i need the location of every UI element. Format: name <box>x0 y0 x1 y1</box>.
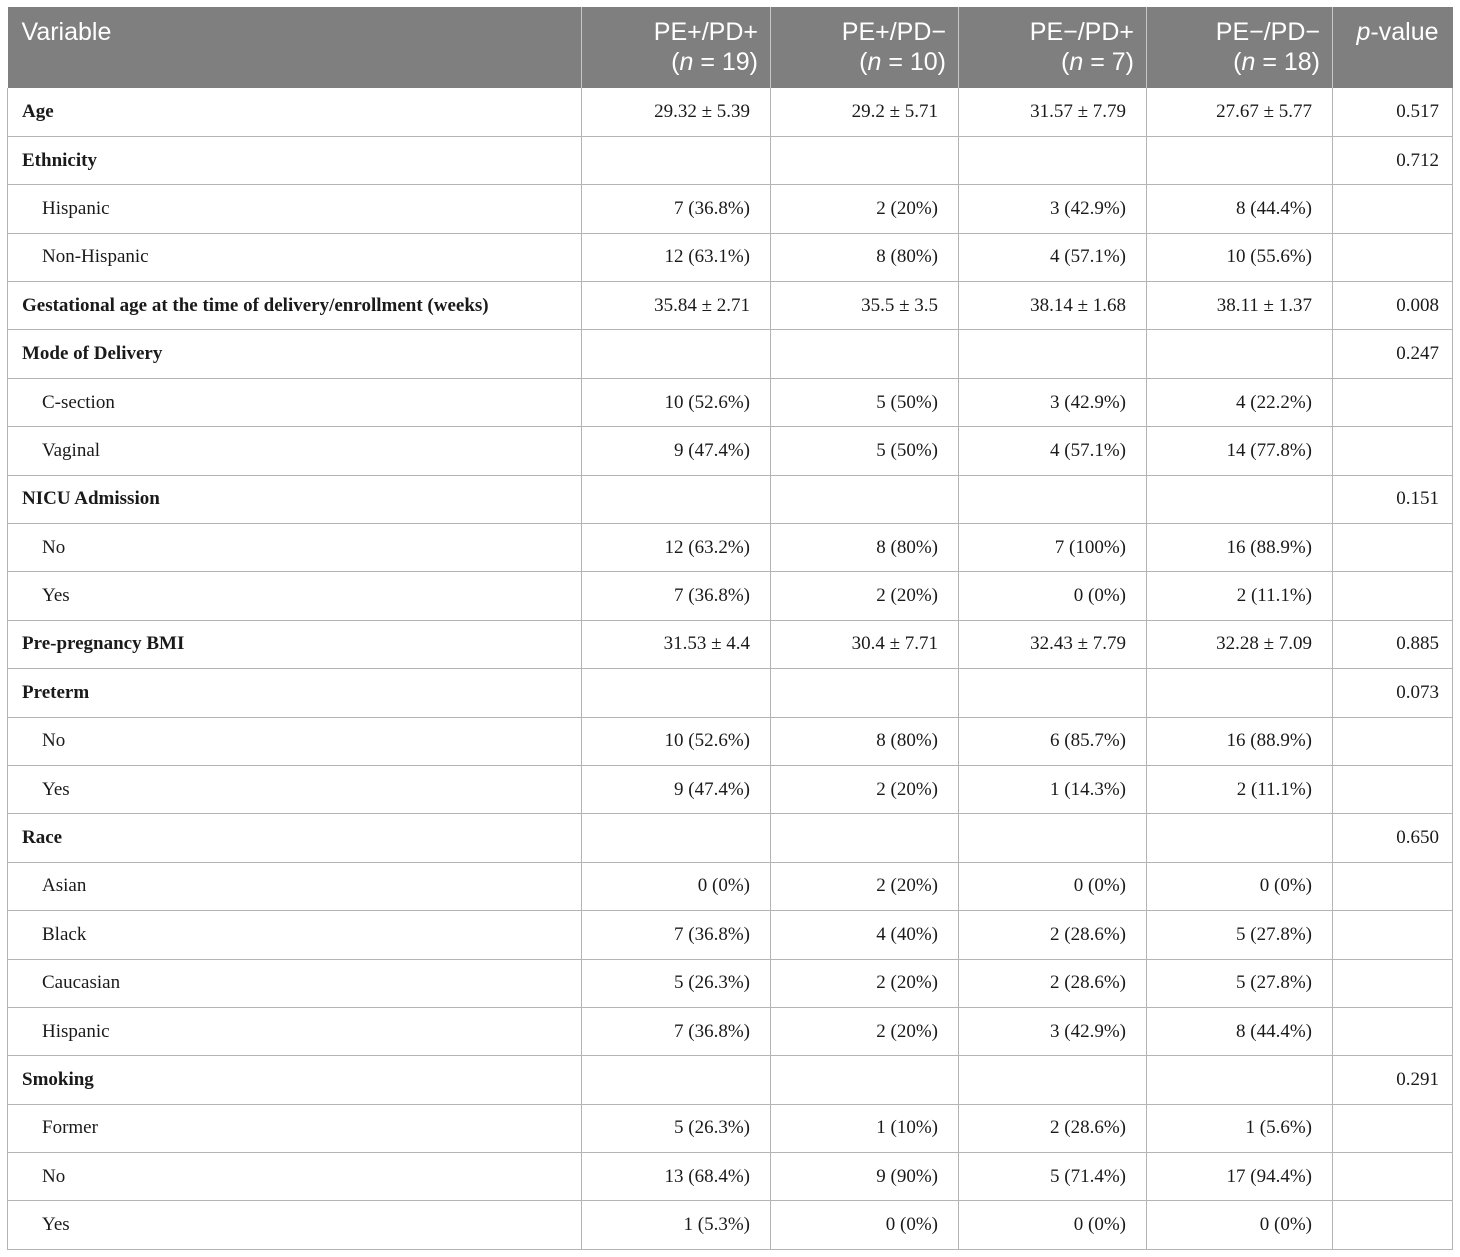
cell-group-3 <box>959 136 1147 184</box>
header-variable <box>8 7 582 88</box>
row-label: Pre-pregnancy BMI <box>8 620 582 668</box>
table-row-category <box>8 572 1453 620</box>
cell-group-4: 17 (94.4%) <box>1147 1153 1333 1201</box>
table-row-category <box>8 1153 1453 1201</box>
header-group-4-n: (n = 18) <box>1233 48 1320 76</box>
cell-group-4: 1 (5.6%) <box>1147 1104 1333 1152</box>
row-label: Asian <box>8 862 582 910</box>
cell-group-2: 2 (20%) <box>771 572 959 620</box>
cell-group-3: 4 (57.1%) <box>959 233 1147 281</box>
cell-group-1: 12 (63.1%) <box>582 233 771 281</box>
cell-pvalue: 0.008 <box>1333 282 1453 330</box>
cell-pvalue <box>1333 862 1453 910</box>
cell-pvalue: 0.151 <box>1333 475 1453 523</box>
cell-group-3: 0 (0%) <box>959 572 1147 620</box>
row-label: Yes <box>8 572 582 620</box>
cell-pvalue: 0.073 <box>1333 669 1453 717</box>
table-row-variable <box>8 282 1453 330</box>
header-group-1-n: (n = 19) <box>671 48 758 76</box>
header-group-3-label: PE−/PD+ <box>1029 18 1134 46</box>
header-group-1 <box>582 7 771 88</box>
table-row-variable <box>8 620 1453 668</box>
cell-group-4: 5 (27.8%) <box>1147 911 1333 959</box>
header-group-3-n: (n = 7) <box>1061 48 1134 76</box>
cell-group-4: 16 (88.9%) <box>1147 524 1333 572</box>
cell-group-1 <box>582 1056 771 1104</box>
cell-group-1: 5 (26.3%) <box>582 1104 771 1152</box>
cell-group-3 <box>959 475 1147 523</box>
row-label: Hispanic <box>8 1007 582 1055</box>
cell-pvalue <box>1333 1007 1453 1055</box>
cell-group-2: 30.4 ± 7.71 <box>771 620 959 668</box>
cell-group-1: 29.32 ± 5.39 <box>582 88 771 136</box>
row-label: Race <box>8 814 582 862</box>
cell-group-3: 32.43 ± 7.79 <box>959 620 1147 668</box>
cell-group-4: 10 (55.6%) <box>1147 233 1333 281</box>
row-label: Mode of Delivery <box>8 330 582 378</box>
table-row-variable <box>8 1056 1453 1104</box>
cell-group-3: 3 (42.9%) <box>959 1007 1147 1055</box>
cell-group-4 <box>1147 814 1333 862</box>
cell-group-1 <box>582 475 771 523</box>
cell-group-1: 13 (68.4%) <box>582 1153 771 1201</box>
header-pvalue: p-value <box>1333 7 1453 88</box>
cell-group-2: 8 (80%) <box>771 717 959 765</box>
cell-group-3: 38.14 ± 1.68 <box>959 282 1147 330</box>
header-group-1-label: PE+/PD+ <box>653 18 758 46</box>
cell-pvalue: 0.885 <box>1333 620 1453 668</box>
cell-group-1 <box>582 814 771 862</box>
row-label: Former <box>8 1104 582 1152</box>
header-row <box>8 7 1453 88</box>
table-row-category <box>8 1007 1453 1055</box>
cell-group-3: 0 (0%) <box>959 1201 1147 1249</box>
cell-group-2 <box>771 136 959 184</box>
row-label: Black <box>8 911 582 959</box>
header-group-2-n: (n = 10) <box>859 48 946 76</box>
cell-group-3: 7 (100%) <box>959 524 1147 572</box>
cell-group-1: 0 (0%) <box>582 862 771 910</box>
table-row-variable <box>8 88 1453 136</box>
cell-group-3: 5 (71.4%) <box>959 1153 1147 1201</box>
cell-pvalue: 0.291 <box>1333 1056 1453 1104</box>
cell-group-1: 35.84 ± 2.71 <box>582 282 771 330</box>
cell-group-4: 14 (77.8%) <box>1147 427 1333 475</box>
cell-group-4: 16 (88.9%) <box>1147 717 1333 765</box>
cell-group-2 <box>771 475 959 523</box>
cell-group-1 <box>582 669 771 717</box>
cell-group-3 <box>959 1056 1147 1104</box>
cell-group-4: 8 (44.4%) <box>1147 1007 1333 1055</box>
cell-group-2 <box>771 669 959 717</box>
cell-pvalue <box>1333 717 1453 765</box>
cell-pvalue <box>1333 185 1453 233</box>
cell-group-3: 2 (28.6%) <box>959 959 1147 1007</box>
table-body <box>8 88 1453 1249</box>
cell-group-4 <box>1147 475 1333 523</box>
cell-group-1: 1 (5.3%) <box>582 1201 771 1249</box>
cell-group-3 <box>959 669 1147 717</box>
cell-group-3 <box>959 814 1147 862</box>
table-row-variable <box>8 475 1453 523</box>
header-group-2 <box>771 7 959 88</box>
cell-group-1: 7 (36.8%) <box>582 185 771 233</box>
cell-group-2: 0 (0%) <box>771 1201 959 1249</box>
header-variable-label: Variable <box>21 18 112 46</box>
cell-group-2 <box>771 814 959 862</box>
cell-pvalue <box>1333 233 1453 281</box>
cell-pvalue: 0.247 <box>1333 330 1453 378</box>
row-label: Yes <box>8 1201 582 1249</box>
row-label: Ethnicity <box>8 136 582 184</box>
table-row-variable <box>8 136 1453 184</box>
cell-group-1: 12 (63.2%) <box>582 524 771 572</box>
cell-pvalue: 0.650 <box>1333 814 1453 862</box>
row-label: Smoking <box>8 1056 582 1104</box>
cell-group-3: 6 (85.7%) <box>959 717 1147 765</box>
cell-group-2: 29.2 ± 5.71 <box>771 88 959 136</box>
table-row-category <box>8 1201 1453 1249</box>
cell-pvalue <box>1333 1104 1453 1152</box>
cell-group-4 <box>1147 330 1333 378</box>
cell-group-4: 4 (22.2%) <box>1147 378 1333 426</box>
cell-group-2: 5 (50%) <box>771 378 959 426</box>
row-label: No <box>8 1153 582 1201</box>
cell-pvalue: 0.517 <box>1333 88 1453 136</box>
cell-pvalue <box>1333 427 1453 475</box>
table-row-category <box>8 233 1453 281</box>
cell-group-4: 2 (11.1%) <box>1147 765 1333 813</box>
row-label: Gestational age at the time of delivery/enrollment (weeks) <box>8 282 582 330</box>
cell-group-2: 5 (50%) <box>771 427 959 475</box>
cell-pvalue: 0.712 <box>1333 136 1453 184</box>
cell-group-4 <box>1147 669 1333 717</box>
cell-group-2: 2 (20%) <box>771 1007 959 1055</box>
demographics-table <box>7 7 1453 1250</box>
table-row-category <box>8 862 1453 910</box>
cell-group-4: 38.11 ± 1.37 <box>1147 282 1333 330</box>
cell-group-2: 8 (80%) <box>771 524 959 572</box>
cell-group-1 <box>582 136 771 184</box>
cell-group-1: 31.53 ± 4.4 <box>582 620 771 668</box>
row-label: Yes <box>8 765 582 813</box>
row-label: No <box>8 524 582 572</box>
cell-group-4: 2 (11.1%) <box>1147 572 1333 620</box>
cell-pvalue <box>1333 524 1453 572</box>
cell-group-4: 27.67 ± 5.77 <box>1147 88 1333 136</box>
cell-group-2: 4 (40%) <box>771 911 959 959</box>
header-group-2-label: PE+/PD− <box>841 18 946 46</box>
table-row-category <box>8 959 1453 1007</box>
cell-group-3: 2 (28.6%) <box>959 1104 1147 1152</box>
row-label: Vaginal <box>8 427 582 475</box>
cell-group-4: 0 (0%) <box>1147 862 1333 910</box>
row-label: Non-Hispanic <box>8 233 582 281</box>
cell-group-3: 2 (28.6%) <box>959 911 1147 959</box>
table-row-variable <box>8 814 1453 862</box>
cell-pvalue <box>1333 378 1453 426</box>
cell-group-2: 2 (20%) <box>771 959 959 1007</box>
table-row-category <box>8 427 1453 475</box>
cell-group-1: 10 (52.6%) <box>582 717 771 765</box>
cell-group-3: 3 (42.9%) <box>959 378 1147 426</box>
table-row-category <box>8 185 1453 233</box>
cell-group-2: 35.5 ± 3.5 <box>771 282 959 330</box>
cell-group-3: 0 (0%) <box>959 862 1147 910</box>
table-row-variable <box>8 669 1453 717</box>
cell-pvalue <box>1333 572 1453 620</box>
cell-group-2 <box>771 330 959 378</box>
cell-group-4: 8 (44.4%) <box>1147 185 1333 233</box>
cell-group-1: 7 (36.8%) <box>582 572 771 620</box>
header-group-3 <box>959 7 1147 88</box>
cell-group-2: 2 (20%) <box>771 862 959 910</box>
cell-group-3: 3 (42.9%) <box>959 185 1147 233</box>
cell-pvalue <box>1333 765 1453 813</box>
cell-pvalue <box>1333 911 1453 959</box>
cell-group-3: 1 (14.3%) <box>959 765 1147 813</box>
header-group-4-label: PE−/PD− <box>1215 18 1320 46</box>
cell-group-3 <box>959 330 1147 378</box>
cell-group-1: 9 (47.4%) <box>582 765 771 813</box>
table-row-category <box>8 378 1453 426</box>
cell-group-2: 1 (10%) <box>771 1104 959 1152</box>
cell-group-2: 2 (20%) <box>771 765 959 813</box>
row-label: NICU Admission <box>8 475 582 523</box>
row-label: Caucasian <box>8 959 582 1007</box>
cell-group-4: 5 (27.8%) <box>1147 959 1333 1007</box>
cell-group-1: 7 (36.8%) <box>582 911 771 959</box>
cell-group-4 <box>1147 136 1333 184</box>
table-row-category <box>8 911 1453 959</box>
cell-group-1: 10 (52.6%) <box>582 378 771 426</box>
table-row-variable <box>8 330 1453 378</box>
data-table-container <box>7 7 1452 1250</box>
table-row-category <box>8 765 1453 813</box>
cell-pvalue <box>1333 1201 1453 1249</box>
header-group-4 <box>1147 7 1333 88</box>
cell-group-3: 4 (57.1%) <box>959 427 1147 475</box>
cell-pvalue <box>1333 959 1453 1007</box>
cell-group-2: 9 (90%) <box>771 1153 959 1201</box>
cell-group-2 <box>771 1056 959 1104</box>
cell-pvalue <box>1333 1153 1453 1201</box>
cell-group-1: 5 (26.3%) <box>582 959 771 1007</box>
row-label: Preterm <box>8 669 582 717</box>
row-label: Age <box>8 88 582 136</box>
cell-group-4: 0 (0%) <box>1147 1201 1333 1249</box>
cell-group-4 <box>1147 1056 1333 1104</box>
row-label: No <box>8 717 582 765</box>
row-label: Hispanic <box>8 185 582 233</box>
cell-group-2: 2 (20%) <box>771 185 959 233</box>
table-row-category <box>8 1104 1453 1152</box>
table-row-category <box>8 524 1453 572</box>
cell-group-2: 8 (80%) <box>771 233 959 281</box>
cell-group-1 <box>582 330 771 378</box>
cell-group-3: 31.57 ± 7.79 <box>959 88 1147 136</box>
cell-group-1: 9 (47.4%) <box>582 427 771 475</box>
row-label: C-section <box>8 378 582 426</box>
table-header <box>8 7 1453 88</box>
cell-group-4: 32.28 ± 7.09 <box>1147 620 1333 668</box>
cell-group-1: 7 (36.8%) <box>582 1007 771 1055</box>
table-row-category <box>8 717 1453 765</box>
